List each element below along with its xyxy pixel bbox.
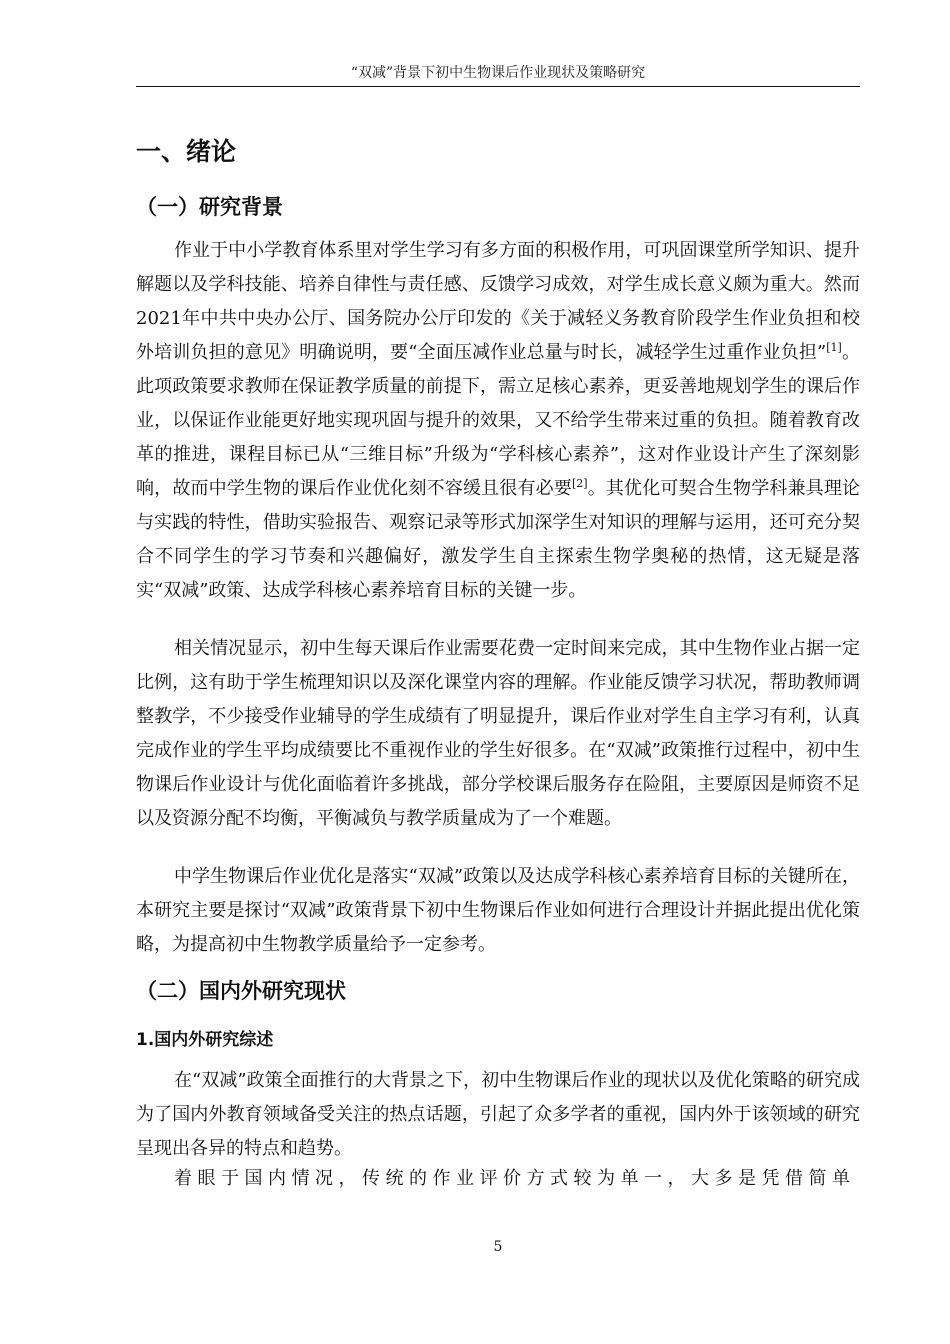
paragraph-review-2: 着眼于国内情况，传统的作业评价方式较为单一，大多是凭借简单	[174, 1168, 856, 1189]
paragraph-background-1	[136, 234, 860, 608]
citation-ref-2[interactable]: [2]	[571, 477, 588, 490]
section-title-research-status: （二）国内外研究现状	[136, 979, 346, 1003]
header-divider	[136, 86, 860, 87]
paragraph-text: 。此项政策要求教师在保证教学质量的前提下，需立足核心素养，更妥善地规划学生的课后作业，以保证作业能更好地实现巩固与提升的效果，又不给学生带来过重的负担。随着教育改革的推进，课程目标已从“三维目标”升级为“学科核心素养”，这对作业设计产生了深刻影响，故而中学生物的课后作业优化刻不容缓且很有必要	[136, 342, 860, 499]
citation-ref-1[interactable]: [1]	[826, 341, 842, 354]
running-header: “双减”背景下初中生物课后作业现状及策略研究	[350, 65, 646, 81]
paragraph-background-3: 中学生物课后作业优化是落实“双减”政策以及达成学科核心素养培育目标的关键所在，本研究主要是探讨“双减”政策背景下初中生物课后作业如何进行合理设计并据此提出优化策略，为提高初中生物教学质量给予一定参考。	[136, 866, 860, 955]
paragraph-review-1: 在“双减”政策全面推行的大背景之下，初中生物课后作业的现状以及优化策略的研究成为了国内外教育领域备受关注的热点话题，引起了众多学者的重视，国内外于该领域的研究呈现出各异的特点和趋势。	[136, 1070, 860, 1159]
paragraph-text: 作业于中小学教育体系里对学生学习有多方面的积极作用，可巩固课堂所学知识、提升解题以及学科技能、培养自律性与责任感、反馈学习成效，对学生成长意义颇为重大。然而2021年中共中央办公厅、国务院办公厅印发的《关于减轻义务教育阶段学生作业负担和校外培训负担的意见》明确说明，要“全面压减作业总量与时长，减轻学生过重作业负担”	[136, 240, 860, 363]
paragraph-background-2: 相关情况显示，初中生每天课后作业需要花费一定时间来完成，其中生物作业占据一定比例，这有助于学生梳理知识以及深化课堂内容的理解。作业能反馈学习状况，帮助教师调整教学，不少接受作业辅导的学生成绩有了明显提升，课后作业对学生自主学习有利，认真完成作业的学生平均成绩要比不重视作业的学生好很多。在“双减”政策推行过程中，初中生物课后作业设计与优化面临着许多挑战，部分学校课后服务存在险阻，主要原因是师资不足以及资源分配不均衡，平衡减负与教学质量成为了一个难题。	[136, 638, 860, 829]
subsection-title-review: 1.国内外研究综述	[136, 1030, 274, 1050]
paragraph-text: 。其优化可契合生物学科兼具理论与实践的特性，借助实验报告、观察记录等形式加深学生对知识的理解与运用，还可充分契合不同学生的学习节奏和兴趣偏好，激发学生自主探索生物学奥秘的热情，这无疑是落实“双减”政策、达成学科核心素养培育目标的关键一步。	[136, 478, 861, 601]
chapter-title: 一、绪论	[136, 137, 237, 166]
page-number: 5	[493, 1239, 503, 1255]
section-title-background: （一）研究背景	[136, 195, 283, 219]
